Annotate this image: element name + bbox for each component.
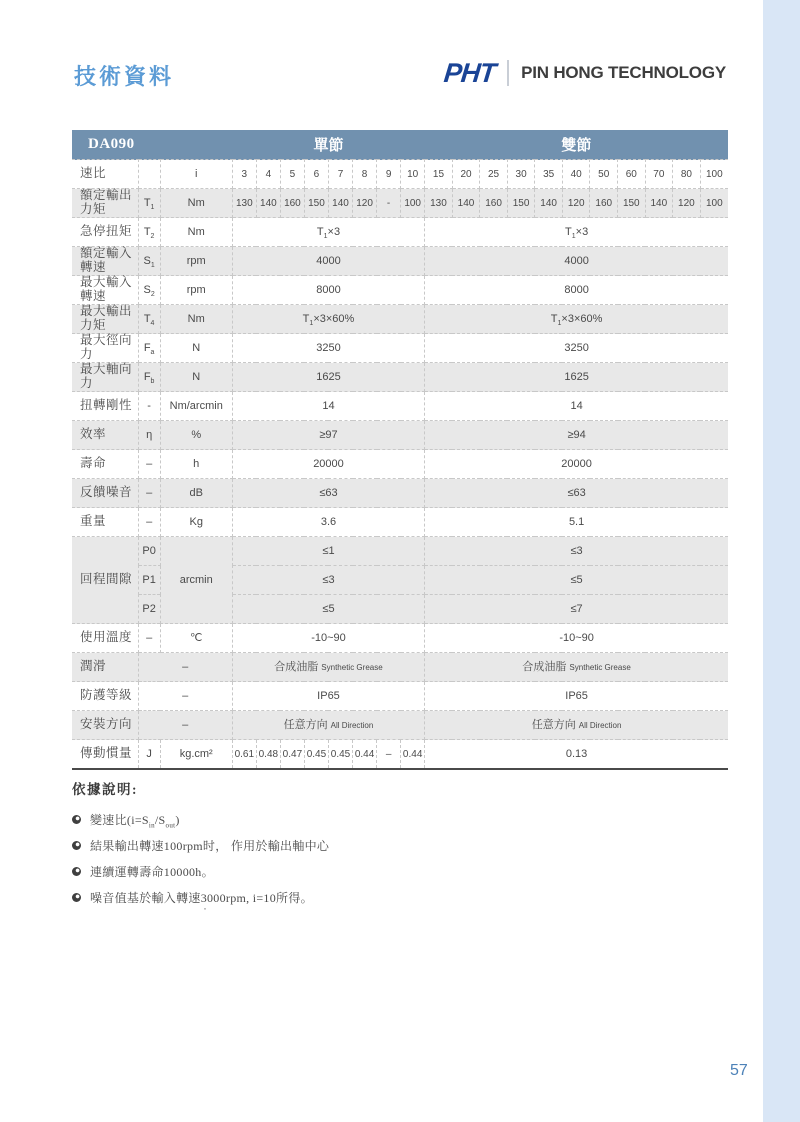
table-row <box>72 363 728 392</box>
double-stage-header: 雙節 <box>425 130 728 160</box>
note-item <box>72 889 672 906</box>
row-symbol: $T_4$ <box>138 305 160 334</box>
value-cell: 9 <box>377 160 401 189</box>
value-cell: 100 <box>700 189 728 218</box>
table-row <box>72 653 728 682</box>
row-label: 最大軸向力 <box>72 363 138 392</box>
row-label: 反饋噪音 <box>72 479 138 508</box>
table-row <box>72 276 728 305</box>
pht-logo: PHT <box>442 57 497 88</box>
single-stage-header: 單節 <box>232 130 424 160</box>
value-cell: 120 <box>353 189 377 218</box>
row-symbol: – <box>138 711 232 740</box>
table-row <box>72 130 728 160</box>
note-bullet-icon <box>72 815 81 824</box>
value-single: 8000 <box>232 276 424 305</box>
row-symbol <box>138 160 160 189</box>
row-unit: N <box>160 334 232 363</box>
value-cell: 25 <box>480 160 508 189</box>
value-cell: 6 <box>304 160 328 189</box>
value-cell: 130 <box>425 189 453 218</box>
value-cell: - <box>377 189 401 218</box>
value-cell: 150 <box>507 189 535 218</box>
value-single: ≤63 <box>232 479 424 508</box>
row-unit: h <box>160 450 232 479</box>
table-row <box>72 305 728 334</box>
row-symbol: - <box>138 392 160 421</box>
value-cell: 150 <box>304 189 328 218</box>
value-cell: 120 <box>673 189 701 218</box>
value-cell: 0.48 <box>256 740 280 770</box>
value-double: ≤7 <box>425 595 728 624</box>
value-single: $T_1\times 3\times 60\%$ <box>232 305 424 334</box>
notes-list <box>72 811 672 906</box>
note-item <box>72 811 672 828</box>
value-double: 1625 <box>425 363 728 392</box>
row-symbol: – <box>138 682 232 711</box>
row-label: 回程間隙 <box>72 537 138 624</box>
value-double: 合成油脂 Synthetic Grease <box>425 653 728 682</box>
brand-divider <box>507 60 509 86</box>
value-double: 5.1 <box>425 508 728 537</box>
row-symbol: P0 <box>138 537 160 566</box>
value-single: IP65 <box>232 682 424 711</box>
value-double: 0.13 <box>425 740 728 770</box>
value-single: -10~90 <box>232 624 424 653</box>
value-cell: 0.45 <box>328 740 352 770</box>
value-cell: 70 <box>645 160 673 189</box>
value-single: ≥97 <box>232 421 424 450</box>
value-single: 合成油脂 Synthetic Grease <box>232 653 424 682</box>
row-symbol: $F_a$ <box>138 334 160 363</box>
row-unit: Kg <box>160 508 232 537</box>
row-unit: Nm/arcmin <box>160 392 232 421</box>
value-cell: 0.45 <box>304 740 328 770</box>
row-label: 重量 <box>72 508 138 537</box>
row-symbol: P2 <box>138 595 160 624</box>
row-unit: Nm <box>160 305 232 334</box>
value-cell: 8 <box>353 160 377 189</box>
value-cell: 160 <box>590 189 618 218</box>
value-single: ≤1 <box>232 537 424 566</box>
spec-table-body <box>72 160 728 770</box>
brand-name: PIN HONG TECHNOLOGY <box>521 63 726 82</box>
value-cell: 140 <box>256 189 280 218</box>
value-cell: 120 <box>562 189 590 218</box>
value-double: 20000 <box>425 450 728 479</box>
row-unit: N <box>160 363 232 392</box>
table-row <box>72 218 728 247</box>
row-unit: rpm <box>160 276 232 305</box>
value-double: 8000 <box>425 276 728 305</box>
note-text: 結果輸出轉速100rpm时， 作用於輸出軸中心 <box>90 839 330 853</box>
row-label: 最大輸出力矩 <box>72 305 138 334</box>
value-cell: 140 <box>328 189 352 218</box>
row-symbol: – <box>138 450 160 479</box>
value-cell: 160 <box>280 189 304 218</box>
value-cell: 160 <box>480 189 508 218</box>
page-edge-strip <box>763 0 800 1122</box>
table-row <box>72 740 728 770</box>
row-symbol: – <box>138 653 232 682</box>
value-cell: 50 <box>590 160 618 189</box>
row-label: 最大徑向力 <box>72 334 138 363</box>
row-unit: kg.cm² <box>160 740 232 770</box>
spec-table-head <box>72 130 728 160</box>
value-cell: 3 <box>232 160 256 189</box>
row-unit: arcmin <box>160 537 232 624</box>
value-double: $T_1\times 3\times 60\%$ <box>425 305 728 334</box>
value-double: ≤63 <box>425 479 728 508</box>
value-double: IP65 <box>425 682 728 711</box>
note-bullet-icon <box>72 893 81 902</box>
table-row <box>72 479 728 508</box>
model-header: DA090 <box>72 130 232 160</box>
row-label: 使用溫度 <box>72 624 138 653</box>
row-symbol: $S_1$ <box>138 247 160 276</box>
value-double: ≤5 <box>425 566 728 595</box>
row-symbol: – <box>138 624 160 653</box>
value-cell: 15 <box>425 160 453 189</box>
row-unit: dB <box>160 479 232 508</box>
table-row <box>72 421 728 450</box>
value-cell: 140 <box>645 189 673 218</box>
value-double: -10~90 <box>425 624 728 653</box>
value-cell: 10 <box>401 160 425 189</box>
row-unit: Nm <box>160 189 232 218</box>
row-label: 傳動慣量 <box>72 740 138 770</box>
value-cell: 0.44 <box>401 740 425 770</box>
value-cell: 140 <box>452 189 480 218</box>
table-row <box>72 392 728 421</box>
table-row <box>72 682 728 711</box>
note-text: 連續運轉壽命10000h。 <box>90 865 214 879</box>
value-cell: 150 <box>618 189 646 218</box>
note-text: 噪音值基於輸入轉速3000rpm, i=10所得。 <box>90 891 313 905</box>
row-label: 扭轉剛性 <box>72 392 138 421</box>
row-label: 壽命 <box>72 450 138 479</box>
value-cell: 80 <box>673 160 701 189</box>
row-symbol: J <box>138 740 160 770</box>
value-cell: 0.61 <box>232 740 256 770</box>
spec-table <box>72 130 728 770</box>
row-label: 防護等級 <box>72 682 138 711</box>
value-single: 14 <box>232 392 424 421</box>
value-single: ≤3 <box>232 566 424 595</box>
value-cell: 100 <box>401 189 425 218</box>
value-double: 4000 <box>425 247 728 276</box>
brand-header <box>444 58 726 88</box>
value-cell: 130 <box>232 189 256 218</box>
row-unit: ℃ <box>160 624 232 653</box>
value-cell: 20 <box>452 160 480 189</box>
stray-period-mark: · <box>203 901 207 915</box>
notes-heading: 依據說明: <box>72 782 138 797</box>
value-single: 3250 <box>232 334 424 363</box>
value-double: 14 <box>425 392 728 421</box>
row-symbol: P1 <box>138 566 160 595</box>
value-cell: 40 <box>562 160 590 189</box>
value-single: 1625 <box>232 363 424 392</box>
value-double: ≥94 <box>425 421 728 450</box>
page-title: 技術資料 <box>74 64 175 89</box>
row-label: 急停扭矩 <box>72 218 138 247</box>
value-single: 4000 <box>232 247 424 276</box>
value-cell: 0.47 <box>280 740 304 770</box>
value-cell: – <box>377 740 401 770</box>
row-label: 最大輸入轉速 <box>72 276 138 305</box>
value-cell: 0.44 <box>353 740 377 770</box>
row-label: 潤滑 <box>72 653 138 682</box>
row-symbol: $F_b$ <box>138 363 160 392</box>
table-row <box>72 160 728 189</box>
row-unit: Nm <box>160 218 232 247</box>
note-item <box>72 837 672 854</box>
row-unit: i <box>160 160 232 189</box>
table-row <box>72 624 728 653</box>
row-symbol: $T_1$ <box>138 189 160 218</box>
value-double: ≤3 <box>425 537 728 566</box>
value-cell: 30 <box>507 160 535 189</box>
page-number: 57 <box>730 1062 748 1079</box>
row-symbol: – <box>138 508 160 537</box>
note-text: 變速比$(i=S_{in}/S_{out})$ <box>90 813 180 830</box>
value-single: 任意方向 All Direction <box>232 711 424 740</box>
table-row <box>72 711 728 740</box>
table-row <box>72 247 728 276</box>
table-row <box>72 537 728 566</box>
table-row <box>72 189 728 218</box>
note-bullet-icon <box>72 841 81 850</box>
value-single: ≤5 <box>232 595 424 624</box>
row-label: 效率 <box>72 421 138 450</box>
value-cell: 5 <box>280 160 304 189</box>
note-item <box>72 863 672 880</box>
row-symbol: $S_2$ <box>138 276 160 305</box>
row-unit: rpm <box>160 247 232 276</box>
row-unit: % <box>160 421 232 450</box>
value-double: $T_1\times 3$ <box>425 218 728 247</box>
value-single: 20000 <box>232 450 424 479</box>
value-single: 3.6 <box>232 508 424 537</box>
table-row <box>72 334 728 363</box>
notes-section <box>72 778 672 915</box>
row-symbol: $T_2$ <box>138 218 160 247</box>
row-label: 額定輸出力矩 <box>72 189 138 218</box>
note-bullet-icon <box>72 867 81 876</box>
row-label: 速比 <box>72 160 138 189</box>
value-cell: 4 <box>256 160 280 189</box>
row-symbol: η <box>138 421 160 450</box>
value-cell: 60 <box>618 160 646 189</box>
table-row <box>72 450 728 479</box>
row-label: 安裝方向 <box>72 711 138 740</box>
value-single: $T_1\times 3$ <box>232 218 424 247</box>
value-double: 任意方向 All Direction <box>425 711 728 740</box>
value-cell: 140 <box>535 189 563 218</box>
table-row <box>72 508 728 537</box>
value-cell: 100 <box>700 160 728 189</box>
row-symbol: – <box>138 479 160 508</box>
value-cell: 35 <box>535 160 563 189</box>
row-label: 額定輸入轉速 <box>72 247 138 276</box>
value-cell: 7 <box>328 160 352 189</box>
value-double: 3250 <box>425 334 728 363</box>
